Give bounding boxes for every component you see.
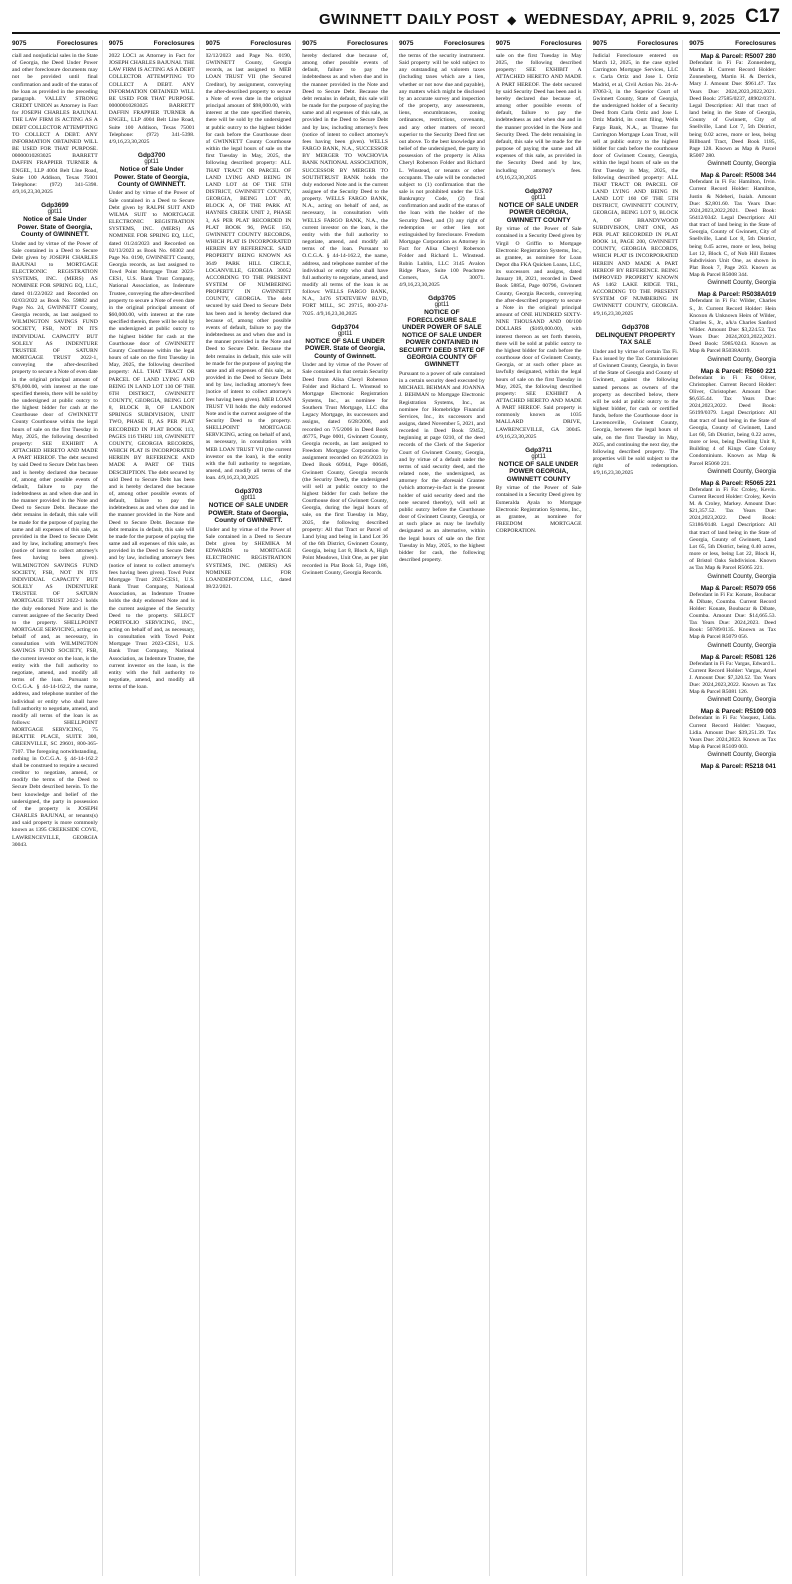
notice-subcode: gpt11	[337, 330, 353, 337]
column-header-section: Foreclosures	[56, 40, 98, 47]
legal-column	[399, 40, 490, 1576]
column-header	[12, 40, 98, 50]
column-body	[109, 53, 195, 1576]
parcel-body: Defendant in Fi Fa: Hamilton, Irvin. Current Record Holder: Hamilton, Justin & Ndeheri, Isaiah. Amount Due: $2,801.60. Tax Years Due: 2024,2023,2022,2021. Deed Book: 56412/0342. Legal Description: All that tract of land being in the State of Georgia, County of Gwinnett, City of Snellville, Land Lot 8, 5th District, being 0.45 acres, more or less, being Lot 12, Block C, of Nob Hill Estates Subdivision Unit One, as shown in Plat Book 7, Page 263. Known as Map & Parcel R5008 344.	[689, 179, 776, 279]
column-body	[496, 53, 582, 1576]
parcel-county: Gwinnett County, Georgia	[707, 697, 776, 704]
notice-title: NOTICE OF SALE UNDER POWER. State of Georgia, County of Gwinnett.	[305, 337, 386, 360]
parcel-county: Gwinnett County, Georgia	[707, 752, 776, 759]
notice-subcode: gpt11	[144, 159, 159, 166]
legal-column	[12, 40, 103, 1576]
parcel-label: Map & Parcel: R5060 221	[700, 367, 776, 375]
notice-code: Gdp3700	[137, 152, 166, 160]
legal-column	[206, 40, 297, 1576]
parcel-county: Gwinnett County, Georgia	[707, 356, 776, 363]
notice-code: Gdp3711	[525, 446, 553, 454]
notice-title: DELINQUENT PROPERTY TAX SALE	[595, 331, 676, 347]
parcel-label: Map & Parcel: R5065 221	[700, 479, 776, 487]
parcel-body: Defendant in Fi Fa: Vargas, Edward L. Current Record Holder: Vargas, Arnel J. Amount Due: $7,320.52. Tax Years Due: 2024,2023,2022. Known as Tax Map & Parcel R5081 126.	[689, 660, 776, 696]
column-header-section: Foreclosures	[153, 40, 195, 47]
notice-title: Notice of Sale Under Power. State of Georgia, County of GWINNETT.	[17, 216, 93, 239]
tax-sale-parcel	[689, 53, 776, 167]
notice-subcode: gpt11	[241, 495, 256, 502]
notice-body: 2022 LOC1 as Attorney in Fact for JOSEPH CHARLES BAJUNAI. THE LAW FIRM IS ACTING AS A DEBT COLLECTOR ATTEMPTING TO COLLECT A DEBT. ANY INFORMATION OBTAINED WILL BE USED FOR THAT PURPOSE. 00000010283025 BARRETT DAFFIN FRAPPIER TURNER & ENGEL, LLP 4004 Belt Line Road, Suite 100 Addison, Texas 75001 Telephone: (972) 341-5398. 4/9,16,23,30,2025	[108, 53, 195, 145]
legal-notice	[399, 53, 485, 289]
column-body	[206, 53, 292, 1576]
column-header	[109, 40, 195, 50]
parcel-body: Defendant in Fi Fa: Wilder, Charles S., Jr. Current Record Holder: Hein Knoxon & Unknown Heirs of Wilder, Charles S., Jr., a/k/a Charles Sanford Wilder. Amount Due: $3,224.53. Tax Years Due: 2024,2023,2022,2021. Deed Book: 5985/0243. Known as Map & Parcel R5038A019.	[689, 298, 776, 355]
notice-code: Gdp3704	[331, 323, 359, 331]
legal-notice	[593, 324, 679, 478]
parcel-label: Map & Parcel: R5008 344	[700, 172, 776, 180]
notice-body: 02/12/2023 and Page No. 0190, GWINNETT County, Georgia records, as last assigned to MEB LOAN TRUST VII (the Secured Creditor), by assignment, conveying the after-described property to secure a Note of even date in the original principal amount of $98,000.00, with interest at the rate specified therein, there will be sold by the undersigned at public outcry to the highest bidder for cash before the Courthouse door of GWINNETT County Courthouse within the legal hours of sale on the first Tuesday in May, 2025, the following described property: ALL THAT TRACT OR PARCEL OF LAND LYING AND BEING IN LAND LOT 44 OF THE 5TH DISTRICT, GWINNETT COUNTY, GEORGIA, BEING LOT 40, BLOCK A, OF THE PARK AT HAYNES CREEK UNIT 2, PHASE 3, AS PER PLAT RECORDED IN PLAT BOOK 96, PAGE 150, GWINNETT COUNTY RECORDS, WHICH PLAT IS INCORPORATED HEREIN BY REFERENCE. SAID PROPERTY BEING KNOWN AS 3649 PARK HILL CIRCLE, LOGANVILLE, GEORGIA 30052 ACCORDING TO THE PRESENT SYSTEM OF NUMBERING PROPERTY IN GWINNETT COUNTY, GEORGIA. The debt secured by said Deed to Secure Debt has been and is hereby declared due because of, among other possible events of default, failure to pay the indebtedness as and when due and in the manner provided in the Note and Deed to Secure Debt. Because the debt remains in default, this sale will be made for the purpose of paying the same and all expenses of this sale, as provided in the Deed to Secure Debt and by law, including attorney's fees (notice of intent to collect attorney's fees having been given). MEB LOAN TRUST VII holds the duly endorsed Note and is the current assignee of the Security Deed to the property. SHELLPOINT MORTGAGE SERVICING, acting on behalf of and, as necessary, in consultation with MEB LOAN TRUST VII (the current investor on the loan), is the entity with the full authority to negotiate, amend, and modify all terms of the loan. 4/9,16,23,30,2025	[205, 53, 292, 482]
legal-notice	[302, 53, 388, 318]
legal-column	[689, 40, 780, 1576]
tax-sale-parcel	[689, 368, 776, 475]
tax-sale-parcel	[689, 480, 776, 580]
separator-diamond-icon: ◆	[507, 13, 517, 27]
tax-sale-parcel	[689, 654, 776, 704]
column-header-code: 9075	[399, 40, 414, 47]
tax-sale-parcel	[689, 172, 776, 286]
parcel-body: Defendant in Fi Fa: Konate, Boubacar & Dibate, Coumba. Current Record Holder: Konate, Boubacar & Dibate, Coumba. Amount Due: $14,665.53. Tax Years Due: 2024,2023. Deed Book: 50789/0135. Known as Tax Map & Parcel R5079 056.	[689, 591, 776, 641]
parcel-label: Map & Parcel: R5038A019	[697, 291, 776, 299]
column-header-code: 9075	[205, 40, 220, 47]
legal-notice	[496, 53, 582, 182]
legal-notice	[593, 53, 679, 318]
notice-subcode: gpt11	[47, 209, 63, 216]
parcel-label: Map & Parcel: R5109 003	[700, 708, 776, 716]
column-body	[302, 53, 388, 1576]
notice-body: sale on the first Tuesday in May 2025, the following described property: SEE EXHIBIT A ATTACHED HERETO AND MADE A PART HEREOF. The debt secured by said Security Deed has been and is hereby declared due because of, among other possible events of default, failure to pay the indebtedness as and when due and in the manner provided in the Note and Security Deed. The debt remaining in default, this sale will be made for the purpose of paying the same and all expenses of this sale, as provided in the Security Deed and by law, including attorney's fees. 4/9,16,23,30,2025	[495, 53, 582, 181]
notice-code: Gdp3705	[428, 295, 456, 303]
notice-subcode: gpt11	[531, 194, 546, 201]
legal-notice	[496, 447, 582, 536]
notice-body: the terms of the security instrument. Said property will be sold subject to any outstanding ad valorem taxes (including taxes which are a lien, whether or not now due and payable), any matters which might be disclosed by an accurate survey and inspection of the property, any assessments, liens, encumbrances, zoning ordinances, restrictions, covenants, and any other matters of record superior to the Security Deed first set out above. To the best knowledge and belief of the undersigned, the party in possession of the property is Alisa Cheryl Roberson Folder and Richard L. Winstead, or tenants or other occupants. The sale will be conducted subject to (1) confirmation that the sale is not prohibited under the U.S. Bankruptcy Code, (2) final confirmation and audit of the status of the loan with the holder of the Security Deed, and (3) any right of redemption or other lien not extinguished by foreclosure. Freedom Mortgage Corporation as Attorney in Fact for Alisa Cheryl Roberson Folder and Richard L. Winstead. Rubin Lublin, LLC 3145 Avalon Ridge Place, Suite 100 Peachtree Corners, GA 30071. 4/9,16,23,30,2025	[399, 53, 485, 288]
masthead	[12, 8, 780, 34]
notice-title: NOTICE OF SALE UNDER POWER. State of Georgia, County of GWINNETT.	[208, 502, 289, 525]
notice-body: ciall and nonjudicial sales in the State of Georgia, the Deed Under Power and other foreclosure documents may not be provided until final confirmation and audit of the status of the loan as provided in the preceding paragraph. VALLEY STRONG CREDIT UNION as Attorney in Fact for JOSEPH CHARLES BAJUNAI. THE LAW FIRM IS ACTING AS A DEBT COLLECTOR ATTEMPTING TO COLLECT A DEBT. ANY INFORMATION OBTAINED WILL BE USED FOR THAT PURPOSE. 00000010283025 BARRETT DAFFIN FRAPPIER TURNER & ENGEL, LLP 4004 Belt Line Road, Suite 100 Addison, Texas 75001 Telephone: (972) 341-5398. 4/9,16,23,30,2025	[12, 53, 98, 195]
column-header	[206, 40, 292, 50]
notice-title: NOTICE OF SALE UNDER POWER GEORGIA, GWINNETT COUNTY	[498, 460, 579, 483]
parcel-body: Defendant in Fi Fa: Oliver, Christopher. Current Record Holder: Oliver, Christopher. Amount Due: $6,635.44. Tax Years Due: 2024,2023,2022. Deed Book: 56199/0379. Legal Description: All that tract of land being in the State of Georgia, County of Gwinnett, Land Lot 60, 5th District, being 0.22 acres, more or less, being Dwelling Unit 8, Building 4 of Kings Gate Colony Condominium. Known as Map & Parcel R5060 221.	[689, 374, 776, 467]
legal-notice	[206, 53, 292, 482]
column-header-section: Foreclosures	[735, 40, 776, 47]
column-header	[302, 40, 388, 50]
column-header-section: Foreclosures	[637, 40, 679, 47]
notice-code: Gdp3703	[234, 488, 263, 496]
notice-code: Gdp3708	[621, 323, 650, 331]
column-header	[399, 40, 485, 50]
classified-columns	[12, 40, 780, 1576]
parcel-county: Gwinnett County, Georgia	[707, 642, 776, 649]
column-header	[689, 40, 776, 50]
column-header-code: 9075	[302, 40, 317, 47]
notice-body: Under and by virtue of the Power of Sale contained in a Deed to Secure Debt given by SHEMIKA M EDWARDS to MORTGAGE ELECTRONIC REGISTRATION SYSTEMS, INC. (MERS) AS NOMINEE FOR LOANDEPOT.COM, LLC, dated 08/22/2021.	[205, 526, 292, 591]
column-body	[399, 53, 485, 1576]
column-body	[12, 53, 98, 1576]
parcel-body: Defendant in Fi Fa: Croley, Kevin. Current Record Holder: Croley, Kevin M. & Croley, Markey. Amount Due: $21,357.52. Tax Years Due: 2024,2023,2022. Deed Book: 53186/0148. Legal Description: All that tract of land being in the State of Georgia, County of Gwinnett, Land Lot 65, 5th District, being 0.40 acres, more or less, being Lot 22, Block H, of Bristol Oaks Subdivision. Known as Tax Map & Parcel R5065 221.	[689, 486, 776, 572]
notice-body: Under and by virtue of the Power of Sale contained in a Deed to Secure Debt given by JOSEPH CHARLES BAJUNAI to MORTGAGE ELECTRONIC REGISTRATION SYSTEMS, INC. (MERS) AS NOMINEE FOR SPRING EQ, LLC, dated 01/22/2022 and Recorded on 02/03/2022 as Book No. 59882 and Page No. 24, GWINNETT County, Georgia records, as last assigned to WILMINGTON SAVINGS FUND SOCIETY, FSB, NOT IN ITS INDIVIDUAL CAPACITY BUT SOLELY AS INDENTURE TRUSTEE OF SATURN MORTGAGE TRUST 2022-1, conveying the after-described property to secure a Note of even date in the original principal amount of $76,000.00, with interest at the rate specified therein, there will be sold by the undersigned at public outcry to the highest bidder for cash at the Courthouse door of GWINNETT County Courthouse within the legal hours of sale on the first Tuesday in May, 2025, the following described property: SEE EXHIBIT A ATTACHED HERETO AND MADE A PART HEREOF. The debt secured by said Deed to Secure Debt has been and is hereby declared due because of, among other possible events of default, failure to pay the indebtedness as and when due and in the manner provided in the Note and Deed to Secure Debt. Because the debt remains in default, this sale will be made for the purpose of paying the same and all expenses of this sale, as provided in the Deed to Secure Debt and by law, including attorney's fees (notice of intent to collect attorney's fees having been given). WILMINGTON SAVINGS FUND SOCIETY, FSB, NOT IN ITS INDIVIDUAL CAPACITY BUT SOLELY AS INDENTURE TRUSTEE OF SATURN MORTGAGE TRUST 2022-1 holds the duly endorsed Note and is the current assignee of the Security Deed to the property. SHELLPOINT MORTGAGE SERVICING, acting on behalf of and, as necessary, in consultation with WILMINGTON SAVINGS FUND SOCIETY, FSB, the current investor on the loan, is the entity with the full authority to negotiate, amend, and modify all terms of the loan. Pursuant to O.C.G.A. § 44-14-162.2, the name, address, and telephone number of the individual or entity who shall have full authority to negotiate, amend, and modify all terms of the loan is as follows: SHELLPOINT MORTGAGE SERVICING, 75 BEATTIE PLACE, SUITE 300, GREENVILLE, SC 29601, 800-365-7107. The foregoing notwithstanding, nothing in O.C.G.A. § 44-14-162.2 shall be construed to require a secured creditor to negotiate, amend, or modify the terms of the Deed to Secure Debt described herein. To the best knowledge and belief of the undersigned, the party in possession of the property is JOSEPH CHARLES BAJUNAI, or tenants(s) and said property is more commonly known as 1395 CREEKSIDE COVE, LAWRENCEVILLE, GEORGIA 30043.	[12, 240, 98, 848]
legal-notice	[12, 53, 98, 196]
parcel-label: Map & Parcel: R5218 041	[700, 763, 776, 771]
parcel-county: Gwinnett County, Georgia	[707, 161, 776, 168]
parcel-county: Gwinnett County, Georgia	[707, 280, 776, 287]
legal-notice	[206, 488, 292, 591]
tax-sale-parcel	[689, 585, 776, 649]
legal-notice	[109, 53, 195, 146]
legal-column	[593, 40, 684, 1576]
tax-sale-parcel	[689, 763, 776, 770]
legal-notice	[496, 188, 582, 441]
column-header-section: Foreclosures	[347, 40, 388, 47]
column-header-section: Foreclosures	[443, 40, 485, 47]
column-header	[593, 40, 679, 50]
legal-notice	[399, 295, 485, 564]
notice-title: NOTICE OF FORECLOSURE SALE UNDER POWER OF SALE NOTICE OF SALE UNDER POWER CONTAINED IN SECURITY DEED STATE OF GEORGIA COUNTY OF GWINNETT	[399, 309, 485, 369]
parcel-label: Map & Parcel: R5081 126	[700, 653, 776, 661]
parcel-label: Map & Parcel: R5079 056	[700, 584, 776, 592]
tax-sale-parcel	[689, 291, 776, 362]
legal-column	[302, 40, 393, 1576]
parcel-county: Gwinnett County, Georgia	[707, 573, 776, 580]
column-header-code: 9075	[12, 40, 27, 47]
column-header	[496, 40, 582, 50]
notice-code: Gdp3699	[41, 202, 69, 210]
notice-body: Under and by virtue of certain Tax Fi. Fa.s issued by the Tax Commissioner of Gwinnett County, Georgia, in favor of the State of Georgia and County of Gwinnett, against the following named persons as owners of the property as described below, there will be sold at public outcry to the highest bidder, for cash or certified funds, before the Courthouse door in Lawrenceville, Gwinnett County, Georgia, between the legal hours of sale, on the first Tuesday in May, 2025, and continuing the next day, the following described property. The properties will be sold subject to the right of redemption. 4/9,16,23,30,2025	[592, 348, 679, 477]
column-body	[593, 53, 679, 1576]
notice-body: Pursuant to a power of sale contained in a certain security deed executed by MICHAEL BEHMAN and JOANNA J. BEHMAN to Mortgage Electronic Registration Systems, Inc., as nominee for Homebridge Financial Services, Inc., its successors and assigns, dated November 5, 2021, and recorded in Deed Book 59452, beginning at page 0210, of the deed records of the Clerk of the Superior Court of Gwinnett County, Georgia, and by virtue of a default under the terms of said security deed, and the related note, the undersigned, as attorney for the aforesaid Grantee (which attorney-in-fact is the present holder of said security deed and the note secured thereby), will sell at public outcry before the Courthouse door of Gwinnett County, Georgia, or at such place as may be lawfully designated as an alternative, within the legal hours of sale on the first Tuesday in May, 2025, to the highest bidder for cash, the following described property.	[399, 370, 485, 563]
notice-body: By virtue of the Power of Sale contained in a Security Deed given by Virgil O Griffin to Mortgage Electronic Registration Systems, Inc., as grantee, as nominee for Loan Depot dba FKA Quicken Loans, LLC, its successors and assigns, dated January 18, 2021, recorded in Deed Book 58854, Page 00796, Gwinnett County, Georgia Records, conveying the after-described property to secure a Note in the original principal amount of ONE HUNDRED SIXTY-NINE THOUSAND AND 00/100 DOLLARS ($169,000.00), with interest thereon as set forth therein, there will be sold at public outcry to the highest bidder for cash before the courthouse door of Gwinnett County, Georgia, or at such other place as lawfully designated, within the legal hours of sale on the first Tuesday in May, 2025, the following described property: SEE EXHIBIT A ATTACHED HERETO AND MADE A PART HEREOF. Said property is commonly known as 1035 MALLARD DRIVE, LAWRENCEVILLE, GA 30045. 4/9,16,23,30,2025	[495, 226, 582, 440]
issue-date: WEDNESDAY, APRIL 9, 2025	[524, 11, 736, 28]
notice-code: Gdp3707	[524, 187, 553, 195]
tax-sale-parcel	[689, 708, 776, 758]
notice-title: NOTICE OF SALE UNDER POWER GEORGIA, GWINNETT COUNTY	[498, 201, 579, 224]
notice-title: Notice of Sale Under Power. State of Georgia, County of GWINNETT.	[114, 166, 190, 188]
notice-body: Judicial Foreclosure entered on March 12, 2025, in the case styled Carrington Mortgage Services, LLC v. Carla Ortiz and Jose L Ortiz Madrid, et al, Civil Action No. 24-A-07063-3, in the Superior Court of Gwinnett County, State of Georgia, the undersigned holder of a Security Deed from Carla Ortiz and Jose L Ortiz Madrid, its court filing, Wells Fargo Bank, N.A., as Trustee for Carrington Mortgage Loan Trust, will sell at public outcry to the highest bidder for cash before the courthouse door of Gwinnett County, Georgia, within the legal hours of sale on the first Tuesday in May, 2025, the following described property: ALL THAT TRACT OR PARCEL OF LAND LYING AND BEING IN LAND LOT 160 OF THE 5TH DISTRICT, GWINNETT COUNTY, GEORGIA, BEING LOT 9, BLOCK A, OF BRANDYWOOD SUBDIVISION, UNIT ONE, AS PER PLAT RECORDED IN PLAT BOOK 14, PAGE 200, GWINNETT COUNTY, GEORGIA RECORDS, WHICH PLAT IS INCORPORATED HEREIN AND MADE A PART HEREOF BY REFERENCE. BEING IMPROVED PROPERTY KNOWN AS 1462 LAKE RIDGE TRL, ACCORDING TO THE PRESENT SYSTEM OF NUMBERING IN GWINNETT COUNTY, GEORGIA. 4/9,16,23,30,2025	[592, 53, 679, 317]
column-header-section: Foreclosures	[250, 40, 292, 47]
legal-notice	[12, 202, 98, 849]
page-number: C17	[745, 6, 780, 27]
notice-subcode: gpt11	[434, 302, 450, 309]
parcel-label: Map & Parcel: R5007 280	[700, 53, 776, 60]
parcel-body: Defendant in Fi Fa: Zonnenberg, Martin H. Current Record Holder: Zonnenberg, Martin H. & Derrick, Mary J. Amount Due: $961.47. Tax Years Due: 2024,2023,2022,2021. Deed Book: 27585/0237, 48902/0374. Legal Description: All that tract of land being in the State of Georgia, County of Gwinnett, City of Snellville, Land Lot 7, 5th District, being 0.02 acres, more or less, being Billboard Tract, Deed Book 1185, Page 128. Known as Map & Parcel R5007 280.	[689, 60, 776, 160]
legal-notice	[302, 324, 388, 577]
column-header-code: 9075	[592, 40, 607, 47]
notice-subcode: gpt11	[531, 453, 546, 460]
notice-body: By virtue of the Power of Sale contained in a Security Deed given by Esmeralda Ayala to Mortgage Electronic Registration Systems, Inc., as grantee, as nominee for FREEDOM MORTGAGE CORPORATION.	[495, 485, 582, 535]
newspaper-name: GWINNETT DAILY POST	[318, 11, 500, 28]
legal-notice	[109, 152, 195, 691]
column-header-code: 9075	[689, 40, 704, 47]
parcel-body: Defendant in Fi Fa: Vasquez, Lidia. Current Record Holder: Vasquez, Lidia. Amount Due: $39,251.39. Tax Years Due: 2024,2023. Known as Tax Map & Parcel R5109 003.	[689, 715, 776, 751]
notice-body: Under and by virtue of the Power of Sale contained in that certain Security Deed from Alisa Cheryl Roberson Folder and Richard L. Winstead to Mortgage Electronic Registration Systems, Inc., as nominee for Southern Trust Mortgage, LLC dba Legacy Mortgage, its successors and assigns, dated 6/28/2006, and recorded on 7/5/2006 in Deed Book 46775, Page 0001, Gwinnett County, Georgia records, as last assigned to Freedom Mortgage Corporation by assignment recorded on 8/26/2023 in Deed Book 60944, Page 00646, Gwinnett County, Georgia records (the Security Deed), the undersigned will sell at public outcry to the highest bidder for cash before the Courthouse door of Gwinnett County, Georgia, during the legal hours of sale, on the first Tuesday in May, 2025, the following described property: All that Tract or Parcel of Land lying and being in Land Lot 36 of the 6th District, Gwinnett County, Georgia, being Lot 8, Block A, High Point Meadows, Unit One, as per plat recorded in Plat Book 51, Page 186, Gwinnett County, Georgia Records.	[302, 362, 388, 576]
notice-body: hereby declared due because of, among other possible events of default, failure to pay the indebtedness as and when due and in the manner provided in the Note and Deed to Secure Debt. Because the debt remains in default, this sale will be made for the purpose of paying the same and all expenses of this sale, as provided in the Deed to Secure Debt and by law, including attorney's fees (notice of intent to collect attorney's fees having been given). WELLS FARGO BANK, N.A., SUCCESSOR BY MERGER TO WACHOVIA BANK NATIONAL ASSOCIATION, SUCCESSOR BY MERGER TO SOUTHTRUST BANK holds the duly endorsed Note and is the current assignee of the Security Deed to the property. WELLS FARGO BANK, N.A., acting on behalf of and, as necessary, in consultation with WELLS FARGO BANK, N.A., the current investor on the loan, is the entity with the full authority to negotiate, amend, and modify all terms of the loan. Pursuant to O.C.G.A. § 44-14-162.2, the name, address, and telephone number of the individual or entity who shall have full authority to negotiate, amend, and modify all terms of the loan is as follows: WELLS FARGO BANK, N.A., 3476 STATEVIEW BLVD, FORT MILL, SC 29715, 800-274-7025. 4/9,16,23,30,2025	[302, 53, 388, 317]
parcel-county: Gwinnett County, Georgia	[707, 468, 776, 475]
legal-column	[109, 40, 200, 1576]
column-header-code: 9075	[495, 40, 511, 47]
notice-body: Under and by virtue of the Power of Sale contained in a Deed to Secure Debt given by RALPH SUIT AND WILMA SUIT to MORTGAGE ELECTRONIC REGISTRATION SYSTEMS, INC. (MERS) AS NOMINEE FOR SPRING EQ, LLC, dated 01/24/2023 and Recorded on 02/13/2023 as Book No. 60302 and Page No. 0190, GWINNETT County, Georgia records, as last assigned to Towd Point Mortgage Trust 2023-CES1, U.S. Bank Trust Company, National Association, as Indenture Trustee, conveying the after-described property to secure a Note of even date in the original principal amount of $60,000.00, with interest at the rate specified therein, there will be sold by the undersigned at public outcry to the highest bidder for cash at the Courthouse door of GWINNETT County Courthouse within the legal hours of sale on the first Tuesday in May, 2025, the following described property: ALL THAT TRACT OR PARCEL OF LAND LYING AND BEING IN LAND LOT 130 OF THE 6TH DISTRICT, GWINNETT COUNTY, GEORGIA, BEING LOT 8, BLOCK B, OF LANDON SPRINGS SUBDIVISION, UNIT TWO, PHASE II, AS PER PLAT RECORDED IN PLAT BOOK 113, PAGES 116 THRU 118, GWINNETT COUNTY, GEORGIA RECORDS, WHICH PLAT IS INCORPORATED HEREIN BY REFERENCE AND MADE A PART OF THIS DESCRIPTION. The debt secured by said Deed to Secure Debt has been and is hereby declared due because of, among other possible events of default, failure to pay the indebtedness as and when due and in the manner provided in the Note and Deed to Secure Debt. Because the debt remains in default, this sale will be made for the purpose of paying the same and all expenses of this sale, as provided in the Deed to Secure Debt and by law, including attorney's fees (notice of intent to collect attorney's fees having been given). Towd Point Mortgage Trust 2023-CES1, U.S. Bank Trust Company, National Association, as Indenture Trustee holds the duly endorsed Note and is the current assignee of the Security Deed to the property. SELECT PORTFOLIO SERVICING, INC., acting on behalf of and, as necessary, in consultation with Towd Point Mortgage Trust 2023-CES1, U.S. Bank Trust Company, National Association, as Indenture Trustee, the current investor on the loan, is the entity with the full authority to negotiate, amend, and modify all terms of the loan.	[108, 190, 195, 691]
column-body	[689, 53, 776, 1576]
column-header-section: Foreclosures	[540, 40, 582, 47]
legal-column	[496, 40, 587, 1576]
column-header-code: 9075	[108, 40, 124, 47]
